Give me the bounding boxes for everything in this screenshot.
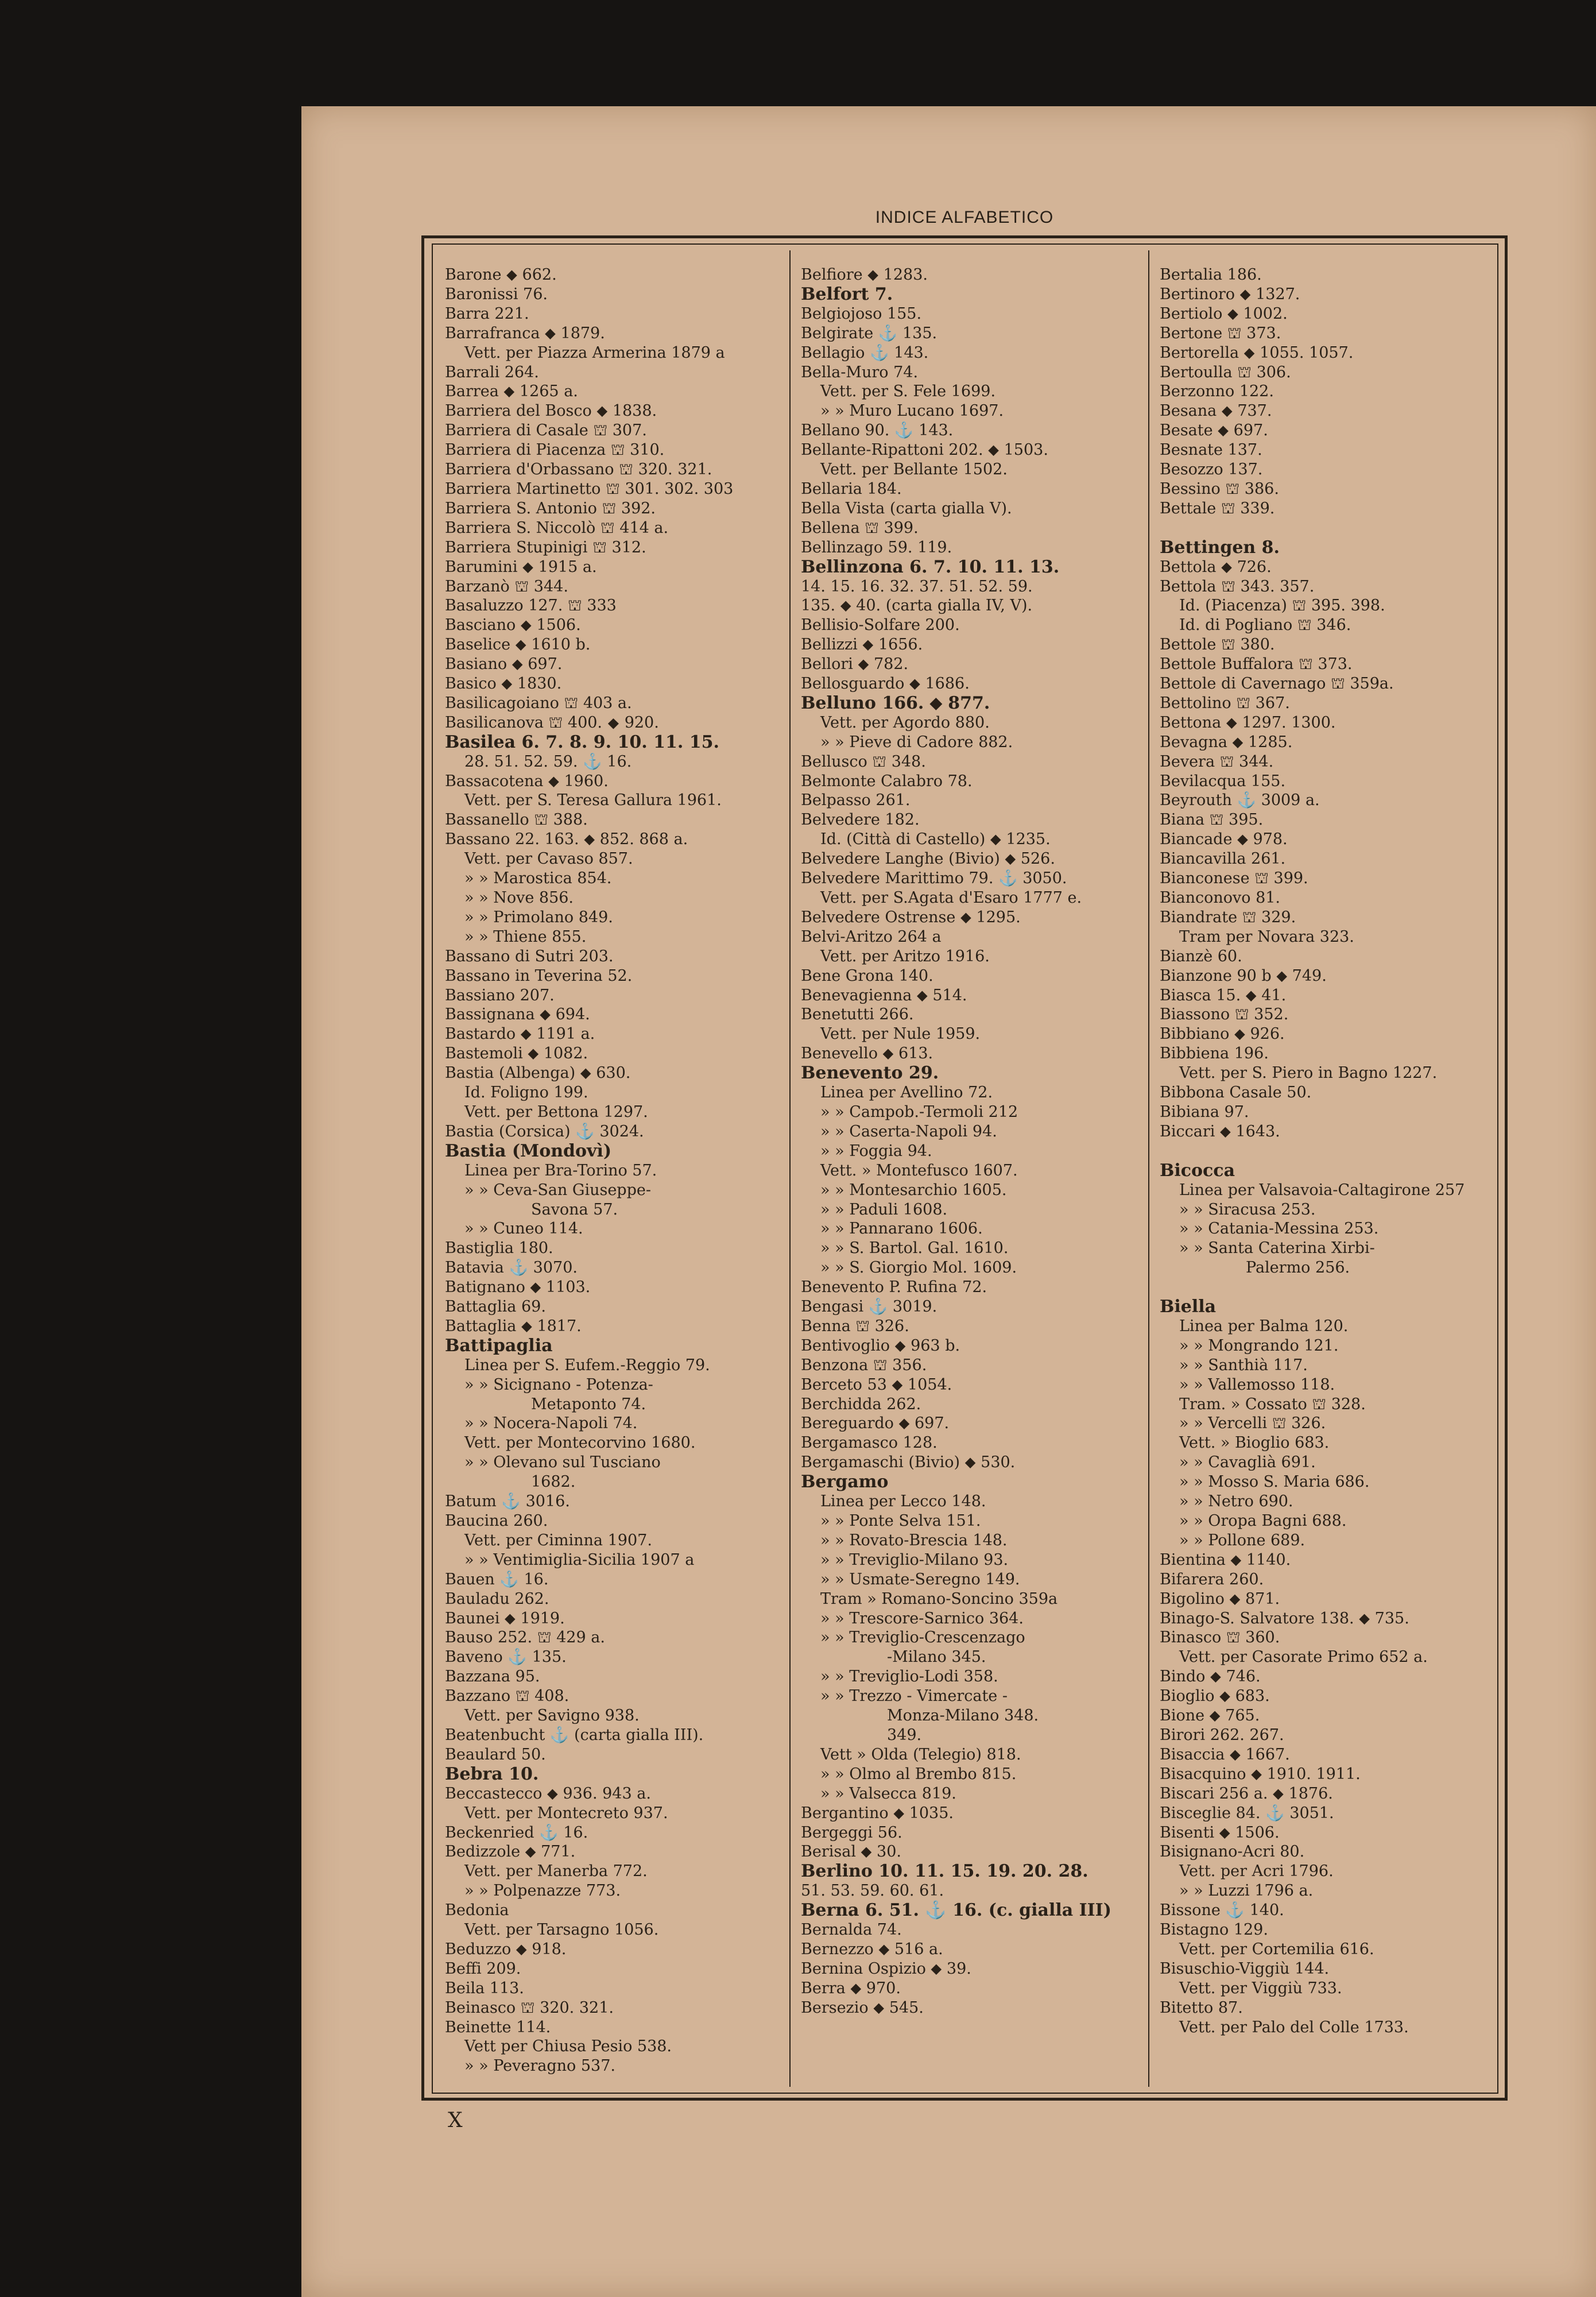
index-entry: Vett. per Piazza Armerina 1879 a (464, 343, 725, 362)
index-entry: Bellusco ⛫ 348. (801, 752, 926, 771)
index-entry: » » Trescore-Sarnico 364. (820, 1609, 1024, 1627)
index-entry: Barriera d'Orbassano ⛫ 320. 321. (445, 461, 712, 479)
index-entry: Palermo 256. (1246, 1259, 1350, 1277)
index-entry: Tram. » Cossato ⛫ 328. (1179, 1395, 1366, 1413)
index-entry: » » Netro 690. (1179, 1492, 1293, 1511)
index-entry: Basilicagoiano ⛫ 403 a. (445, 694, 632, 712)
index-entry: Bientina ⬥ 1140. (1160, 1550, 1291, 1569)
index-entry (1160, 1278, 1493, 1297)
index-entry: Vett. per S. Teresa Gallura 1961. (464, 791, 722, 810)
index-entry: Biancade ⬥ 978. (1160, 830, 1288, 849)
index-entry: Bevagna ⬥ 1285. (1160, 733, 1293, 751)
index-entry: Linea per Balma 120. (1179, 1317, 1349, 1335)
index-entry: Linea per Avellino 72. (820, 1084, 993, 1102)
index-entry: » » Santhià 117. (1179, 1356, 1308, 1374)
index-entry: Bene Grona 140. (801, 966, 933, 985)
index-entry: Biancavilla 261. (1160, 850, 1286, 868)
index-entry: Bastemoli ⬥ 1082. (445, 1045, 588, 1063)
index-heading: Benevento 29. (801, 1063, 939, 1084)
index-entry: Bastia (Corsica) ⚓ 3024. (445, 1122, 644, 1140)
index-entry: Bellori ⬥ 782. (801, 655, 909, 674)
index-entry: Bellizzi ⬥ 1656. (801, 636, 923, 654)
index-entry: Bisuschio-Viggiù 144. (1160, 1959, 1330, 1978)
index-entry: Biassono ⛫ 352. (1160, 1006, 1289, 1024)
index-entry: Berzonno 122. (1160, 382, 1274, 401)
index-entry: Bauen ⚓ 16. (445, 1570, 549, 1588)
index-entry: Bertinoro ⬥ 1327. (1160, 285, 1300, 303)
index-entry: Belpasso 261. (801, 791, 911, 810)
index-entry: Bassano 22. 163. ⬥ 852. 868 a. (445, 830, 688, 849)
index-entry: » » Sicignano - Potenza- (464, 1375, 653, 1394)
index-entry: Vett. per Nule 1959. (820, 1025, 981, 1043)
index-entry: Barriera di Piacenza ⛫ 310. (445, 441, 665, 459)
index-entry: » » Pannarano 1606. (820, 1220, 983, 1238)
index-entry: Bergantino ⬥ 1035. (801, 1804, 954, 1822)
index-entry: » » Treviglio-Crescenzago (820, 1629, 1025, 1647)
index-heading: Bergamo (801, 1472, 889, 1492)
index-entry: Bettola ⬥ 726. (1160, 558, 1272, 576)
index-entry: » » Valsecca 819. (820, 1784, 956, 1803)
index-entry: Bisaccia ⬥ 1667. (1160, 1745, 1290, 1764)
index-entry: Barrali 264. (445, 363, 539, 381)
index-entry: Vett per Chiusa Pesio 538. (464, 2037, 672, 2056)
index-entry: Bergeggi 56. (801, 1823, 902, 1842)
index-entry: » » Thiene 855. (464, 927, 587, 946)
index-entry: » » Caserta-Napoli 94. (820, 1122, 997, 1140)
page-header: INDICE ALFABETICO (875, 208, 1054, 227)
index-entry: Benevento P. Rufina 72. (801, 1278, 987, 1297)
index-heading: Bicocca (1160, 1160, 1235, 1181)
index-entry: Battaglia ⬥ 1817. (445, 1317, 582, 1335)
index-entry: Vett. per Viggiù 733. (1179, 1979, 1342, 1997)
index-entry: Biandrate ⛫ 329. (1160, 908, 1296, 926)
index-entry: Bissone ⚓ 140. (1160, 1901, 1284, 1920)
index-entry: » » Peveragno 537. (464, 2057, 615, 2075)
index-entry: Id. (Città di Castello) ⬥ 1235. (820, 830, 1051, 849)
index-entry: Baveno ⚓ 135. (445, 1648, 567, 1666)
index-entry: Bioglio ⬥ 683. (1160, 1687, 1270, 1706)
index-entry: Linea per S. Eufem.-Reggio 79. (464, 1356, 710, 1374)
page-number: X (448, 2109, 463, 2132)
index-entry: Biasca 15. ⬥ 41. (1160, 986, 1287, 1004)
index-entry: Bertone ⛫ 373. (1160, 324, 1281, 342)
index-entry: Bazzano ⛫ 408. (445, 1687, 570, 1706)
index-heading: Belfort 7. (801, 284, 893, 304)
index-entry: 51. 53. 59. 60. 61. (801, 1882, 944, 1900)
index-entry: Bettole Buffalora ⛫ 373. (1160, 655, 1353, 674)
index-entry: Bassiano 207. (445, 986, 555, 1004)
index-entry: Monza-Milano 348. (887, 1707, 1039, 1725)
index-entry: Savona 57. (531, 1200, 618, 1219)
index-entry: » » Polpenazze 773. (464, 1882, 621, 1900)
index-entry: Bassano di Sutri 203. (445, 947, 614, 965)
index-entry: Bisacquino ⬥ 1910. 1911. (1160, 1765, 1361, 1783)
index-entry: Beyrouth ⚓ 3009 a. (1160, 791, 1320, 810)
index-entry: Bistagno 129. (1160, 1921, 1268, 1939)
index-entry: Besnate 137. (1160, 441, 1262, 459)
index-entry: Barriera S. Niccolò ⛫ 414 a. (445, 519, 669, 537)
index-entry: Bianconovo 81. (1160, 889, 1281, 907)
index-entry: Bengasi ⚓ 3019. (801, 1298, 938, 1316)
index-entry: 1682. (531, 1473, 576, 1491)
index-entry: » » Marostica 854. (464, 869, 612, 888)
index-entry: Vett. per Manerba 772. (464, 1862, 648, 1881)
index-entry: Battaglia 69. (445, 1298, 546, 1316)
index-entry: Bellinzago 59. 119. (801, 538, 952, 556)
index-entry: Barrafranca ⬥ 1879. (445, 324, 605, 342)
index-entry: Bettole di Cavernago ⛫ 359a. (1160, 675, 1394, 693)
index-entry: » » Ceva-San Giuseppe- (464, 1181, 651, 1199)
index-entry: Bassacotena ⬥ 1960. (445, 772, 609, 790)
index-entry: Bigolino ⬥ 871. (1160, 1590, 1280, 1608)
index-column-1 (445, 265, 778, 2080)
index-entry: Vett. per Savigno 938. (464, 1707, 640, 1725)
index-entry: » » Cavaglià 691. (1179, 1453, 1316, 1472)
index-entry: » » S. Bartol. Gal. 1610. (820, 1239, 1009, 1258)
index-entry: Benevello ⬥ 613. (801, 1045, 933, 1063)
index-entry: Bianzè 60. (1160, 947, 1242, 965)
index-entry: Bassignana ⬥ 694. (445, 1006, 590, 1024)
index-entry: Bindo ⬥ 746. (1160, 1668, 1261, 1686)
index-entry: Binasco ⛫ 360. (1160, 1629, 1280, 1647)
index-entry: Bertorella ⬥ 1055. 1057. (1160, 343, 1354, 362)
index-entry: Id. di Pogliano ⛫ 346. (1179, 616, 1351, 635)
index-entry: Vett. » Montefusco 1607. (820, 1161, 1018, 1180)
index-entry: Vett. » Bioglio 683. (1179, 1434, 1330, 1452)
index-entry: 135. ⬥ 40. (carta gialla IV, V). (801, 597, 1033, 615)
index-entry: Bazzana 95. (445, 1668, 540, 1686)
index-entry: Barriera di Casale ⛫ 307. (445, 421, 647, 440)
index-entry: Vett. per Montecreto 937. (464, 1804, 668, 1822)
index-entry: Bersezio ⬥ 545. (801, 1998, 924, 2017)
index-entry: Bereguardo ⬥ 697. (801, 1414, 950, 1433)
index-entry: Vett. per Palo del Colle 1733. (1179, 2018, 1409, 2036)
index-entry: Bauladu 262. (445, 1590, 549, 1608)
index-entry: Belfiore ⬥ 1283. (801, 266, 928, 284)
index-heading: Bettingen 8. (1160, 537, 1280, 558)
index-entry: 14. 15. 16. 32. 37. 51. 52. 59. (801, 577, 1033, 595)
index-entry: Vett. per Montecorvino 1680. (464, 1434, 696, 1452)
index-entry: Bitetto 87. (1160, 1998, 1243, 2017)
index-entry: Bernina Ospizio ⬥ 39. (801, 1959, 971, 1978)
index-entry: Barrea ⬥ 1265 a. (445, 382, 578, 401)
index-entry: Barriera Martinetto ⛫ 301. 302. 303 (445, 479, 734, 498)
index-entry: » » Olevano sul Tusciano (464, 1453, 661, 1472)
index-entry: Bastiglia 180. (445, 1239, 553, 1258)
index-entry: » » Pollone 689. (1179, 1531, 1306, 1549)
index-entry: Beffi 209. (445, 1959, 521, 1978)
index-entry: Binago-S. Salvatore 138. ⬥ 735. (1160, 1609, 1409, 1627)
index-entry: » » S. Giorgio Mol. 1609. (820, 1259, 1017, 1277)
index-heading: Bellinzona 6. 7. 10. 11. 13. (801, 556, 1060, 577)
index-entry: Benevagienna ⬥ 514. (801, 986, 967, 1004)
index-entry: » » Rovato-Brescia 148. (820, 1531, 1008, 1549)
index-heading: Basilea 6. 7. 8. 9. 10. 11. 15. (445, 732, 719, 752)
index-entry: Beatenbucht ⚓ (carta gialla III). (445, 1726, 704, 1744)
index-entry: » » Mongrando 121. (1179, 1336, 1339, 1355)
index-entry: Besate ⬥ 697. (1160, 421, 1268, 440)
index-entry: Benzona ⛫ 356. (801, 1356, 927, 1374)
index-entry: 349. (887, 1726, 922, 1744)
index-entry: Vett. per S. Fele 1699. (820, 382, 996, 401)
index-entry: Bellano 90. ⚓ 143. (801, 421, 954, 440)
index-entry: » » Ventimiglia-Sicilia 1907 a (464, 1550, 695, 1569)
index-entry: Basaluzzo 127. ⛫ 333 (445, 597, 617, 615)
index-heading: Belluno 166. ⬥ 877. (801, 693, 990, 713)
index-entry: Batum ⚓ 3016. (445, 1492, 570, 1511)
index-entry: Bettola ⛫ 343. 357. (1160, 577, 1315, 595)
index-entry: » » Nove 856. (464, 889, 574, 907)
index-entry: Belgirate ⚓ 135. (801, 324, 938, 342)
index-entry: Beckenried ⚓ 16. (445, 1823, 588, 1842)
index-column-2 (801, 265, 1134, 2080)
index-entry: Bettolino ⛫ 367. (1160, 694, 1290, 712)
index-entry: -Milano 345. (887, 1648, 986, 1666)
index-entry: Biccari ⬥ 1643. (1160, 1122, 1280, 1140)
index-entry: Bibiana 97. (1160, 1103, 1249, 1121)
index-entry: Bellena ⛫ 399. (801, 519, 919, 537)
index-entry: Belvedere Ostrense ⬥ 1295. (801, 908, 1021, 926)
index-entry: Vett. per Tarsagno 1056. (464, 1921, 659, 1939)
index-entry: Vett. per Bellante 1502. (820, 461, 1008, 479)
index-entry: Vett. per Aritzo 1916. (820, 947, 990, 965)
index-entry: 28. 51. 52. 59. ⚓ 16. (464, 752, 632, 771)
index-entry: Bedizzole ⬥ 771. (445, 1843, 576, 1861)
index-entry: Linea per Lecco 148. (820, 1492, 986, 1511)
index-entry: Bianconese ⛫ 399. (1160, 869, 1308, 888)
index-entry: Bertoulla ⛫ 306. (1160, 363, 1291, 381)
index-entry: Beinasco ⛫ 320. 321. (445, 1998, 614, 2017)
index-entry: Bella Vista (carta gialla V). (801, 499, 1012, 517)
index-entry: » » Primolano 849. (464, 908, 613, 926)
index-entry: Belvedere Langhe (Bivio) ⬥ 526. (801, 850, 1055, 868)
index-entry: Besozzo 137. (1160, 461, 1263, 479)
index-entry: Basico ⬥ 1830. (445, 675, 562, 693)
index-entry: Bernalda 74. (801, 1921, 902, 1939)
index-entry: Bedonia (445, 1901, 509, 1920)
index-entry: Bellagio ⚓ 143. (801, 343, 929, 362)
index-entry: Belvedere 182. (801, 811, 920, 829)
index-entry: Vett. per Ciminna 1907. (464, 1531, 652, 1549)
index-entry: Berchidda 262. (801, 1395, 921, 1413)
index-entry: Batignano ⬥ 1103. (445, 1278, 591, 1297)
index-heading: Biella (1160, 1297, 1217, 1317)
index-entry: » » Foggia 94. (820, 1142, 932, 1160)
index-entry: » » Treviglio-Lodi 358. (820, 1668, 998, 1686)
index-entry: Benna ⛫ 326. (801, 1317, 909, 1335)
index-entry: » » Usmate-Seregno 149. (820, 1570, 1020, 1588)
index-entry: Berceto 53 ⬥ 1054. (801, 1375, 952, 1394)
index-entry: Bisenti ⬥ 1506. (1160, 1823, 1280, 1842)
index-entry: Belvedere Marittimo 79. ⚓ 3050. (801, 869, 1067, 888)
index-column-3 (1160, 265, 1493, 2080)
index-entry: Barriera S. Antonio ⛫ 392. (445, 499, 656, 517)
index-entry: Bentivoglio ⬥ 963 b. (801, 1336, 960, 1355)
index-entry: Basciano ⬥ 1506. (445, 616, 581, 635)
index-entry: Bettona ⬥ 1297. 1300. (1160, 713, 1336, 732)
index-entry: Tram » Romano-Soncino 359a (820, 1590, 1058, 1608)
index-entry: Baselice ⬥ 1610 b. (445, 636, 591, 654)
index-entry: Beinette 114. (445, 2018, 551, 2036)
index-entry: Beila 113. (445, 1979, 524, 1997)
index-entry: Bibbiena 196. (1160, 1045, 1269, 1063)
index-entry: Bisignano-Acri 80. (1160, 1843, 1305, 1861)
index-entry: Bellante-Ripattoni 202. ⬥ 1503. (801, 441, 1048, 459)
index-entry: Bella-Muro 74. (801, 363, 919, 381)
index-entry: Barriera Stupinigi ⛫ 312. (445, 538, 646, 556)
index-entry: Vett. per S. Piero in Bagno 1227. (1179, 1064, 1438, 1082)
index-entry: Benetutti 266. (801, 1006, 914, 1024)
index-entry: Baronissi 76. (445, 285, 548, 303)
index-entry: Bellisio-Solfare 200. (801, 616, 960, 635)
index-entry: Batavia ⚓ 3070. (445, 1259, 578, 1277)
index-entry: Id. Foligno 199. (464, 1084, 588, 1102)
index-entry: Bauso 252. ⛫ 429 a. (445, 1629, 605, 1647)
index-entry: Bibbiano ⬥ 926. (1160, 1025, 1285, 1043)
index-entry: Tram per Novara 323. (1179, 927, 1354, 946)
index-entry: Bastia (Albenga) ⬥ 630. (445, 1064, 631, 1082)
index-entry: Linea per Valsavoia-Caltagirone 257 (1179, 1181, 1465, 1199)
index-entry: » » Ponte Selva 151. (820, 1512, 981, 1530)
index-entry: Vett. per Bettona 1297. (464, 1103, 648, 1121)
index-entry: » » Paduli 1608. (820, 1200, 948, 1219)
index-entry: Barriera del Bosco ⬥ 1838. (445, 402, 657, 420)
column-divider (1148, 250, 1149, 2087)
index-entry: Bibbona Casale 50. (1160, 1084, 1312, 1102)
index-entry: » » Luzzi 1796 a. (1179, 1882, 1314, 1900)
column-divider (789, 250, 791, 2087)
index-entry (1160, 519, 1493, 538)
index-entry: Vett » Olda (Telegio) 818. (820, 1745, 1021, 1764)
index-entry: » » Campob.-Termoli 212 (820, 1103, 1018, 1121)
index-entry: Bianzone 90 b ⬥ 749. (1160, 966, 1327, 985)
index-entry: Vett. per Cavaso 857. (464, 850, 633, 868)
index-entry: » » Siracusa 253. (1179, 1200, 1316, 1219)
index-entry: » » Vercelli ⛫ 326. (1179, 1414, 1326, 1433)
index-entry: Belvi-Aritzo 264 a (801, 927, 942, 946)
index-entry: Linea per Bra-Torino 57. (464, 1161, 657, 1180)
index-entry: Belgiojoso 155. (801, 304, 922, 323)
index-entry: Barzanò ⛫ 344. (445, 577, 568, 595)
index-entry: Biscari 256 a. ⬥ 1876. (1160, 1784, 1333, 1803)
index-entry: Berra ⬥ 970. (801, 1979, 901, 1997)
index-entry: Vett. per Casorate Primo 652 a. (1179, 1648, 1428, 1666)
index-entry: » » Oropa Bagni 688. (1179, 1512, 1347, 1530)
index-entry: Bernezzo ⬥ 516 a. (801, 1940, 943, 1958)
index-entry: Baunei ⬥ 1919. (445, 1609, 565, 1627)
index-entry: Bassanello ⛫ 388. (445, 811, 588, 829)
index-heading: Berna 6. 51. ⚓ 16. (c. gialla III) (801, 1900, 1111, 1921)
index-entry (1160, 1142, 1493, 1161)
index-entry: » » Cuneo 114. (464, 1220, 583, 1238)
index-entry: Bellosguardo ⬥ 1686. (801, 675, 970, 693)
index-entry: Beccastecco ⬥ 936. 943 a. (445, 1784, 651, 1803)
index-entry: Bertalia 186. (1160, 266, 1262, 284)
index-entry: Belmonte Calabro 78. (801, 772, 973, 790)
index-entry: Berisal ⬥ 30. (801, 1843, 901, 1861)
index-entry: Bettale ⛫ 339. (1160, 499, 1275, 517)
index-heading: Berlino 10. 11. 15. 19. 20. 28. (801, 1861, 1088, 1882)
index-entry: » » Treviglio-Milano 93. (820, 1550, 1009, 1569)
index-entry: Bessino ⛫ 386. (1160, 479, 1279, 498)
index-entry: Vett. per Cortemilia 616. (1179, 1940, 1374, 1958)
index-entry: » » Mosso S. Maria 686. (1179, 1473, 1370, 1491)
index-heading: Bebra 10. (445, 1764, 539, 1784)
index-entry: Bellaria 184. (801, 479, 902, 498)
index-entry: Bassano in Teverina 52. (445, 966, 633, 985)
index-heading: Battipaglia (445, 1335, 553, 1356)
index-entry: Bevera ⛫ 344. (1160, 752, 1274, 771)
index-entry: Bergamaschi (Bivio) ⬥ 530. (801, 1453, 1016, 1472)
index-heading: Bastia (Mondovì) (445, 1140, 612, 1161)
index-entry: Birori 262. 267. (1160, 1726, 1284, 1744)
index-entry: Bevilacqua 155. (1160, 772, 1286, 790)
index-entry: Barone ⬥ 662. (445, 266, 557, 284)
index-entry: Vett. per Agordo 880. (820, 713, 990, 732)
index-entry: Vett. per Acri 1796. (1179, 1862, 1334, 1881)
index-entry: Bettole ⛫ 380. (1160, 636, 1275, 654)
index-entry: » » Vallemosso 118. (1179, 1375, 1335, 1394)
index-entry: Beduzzo ⬥ 918. (445, 1940, 567, 1958)
index-entry: » » Olmo al Brembo 815. (820, 1765, 1017, 1783)
index-entry: Bifarera 260. (1160, 1570, 1264, 1588)
index-entry: Bione ⬥ 765. (1160, 1707, 1260, 1725)
index-entry: Barra 221. (445, 304, 529, 323)
index-entry: » » Pieve di Cadore 882. (820, 733, 1013, 751)
index-entry: Id. (Piacenza) ⛫ 395. 398. (1179, 597, 1385, 615)
index-entry: Bergamasco 128. (801, 1434, 938, 1452)
index-entry: » » Catania-Messina 253. (1179, 1220, 1379, 1238)
index-entry: Vett. per S.Agata d'Esaro 1777 e. (820, 889, 1082, 907)
index-entry: Baucina 260. (445, 1512, 548, 1530)
index-entry: » » Santa Caterina Xirbi- (1179, 1239, 1375, 1258)
index-entry: Beaulard 50. (445, 1745, 546, 1764)
index-entry: Metaponto 74. (531, 1395, 646, 1413)
index-entry: Basiano ⬥ 697. (445, 655, 563, 674)
index-entry: » » Nocera-Napoli 74. (464, 1414, 638, 1433)
index-entry: Bisceglie 84. ⚓ 3051. (1160, 1804, 1334, 1822)
index-entry: Bastardo ⬥ 1191 a. (445, 1025, 595, 1043)
index-entry: » » Trezzo - Vimercate - (820, 1687, 1008, 1706)
index-entry: Barumini ⬥ 1915 a. (445, 558, 597, 576)
index-entry: Besana ⬥ 737. (1160, 402, 1272, 420)
index-entry: Bertiolo ⬥ 1002. (1160, 304, 1288, 323)
index-entry: Basilicanova ⛫ 400. ⬥ 920. (445, 713, 659, 732)
index-entry: » » Muro Lucano 1697. (820, 402, 1004, 420)
index-entry: » » Montesarchio 1605. (820, 1181, 1007, 1199)
index-entry: Biana ⛫ 395. (1160, 811, 1264, 829)
